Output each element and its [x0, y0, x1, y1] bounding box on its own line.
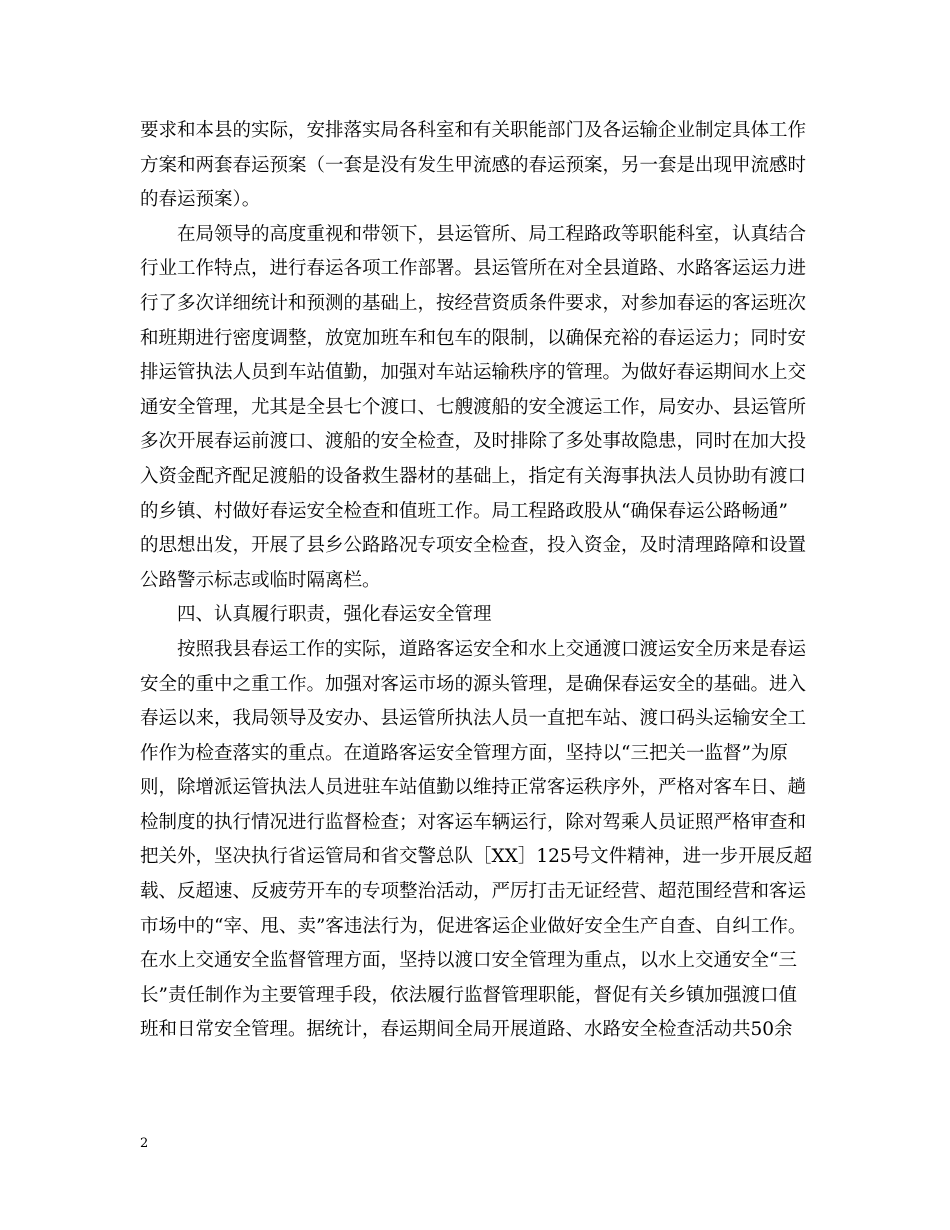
paragraph-first-line: 按照我县春运工作的实际，道路客运安全和水上交通渡口渡运安全历来是春运 [177, 638, 807, 660]
text-line: 则，除增派运管执法人员进驻车站值勤以维持正常客运秩序外，严格对客车日、趟 [140, 777, 807, 799]
body-text [140, 114, 820, 1048]
text-line: 多次开展春运前渡口、渡船的安全检查，及时排除了多处事故隐患，同时在加大投 [140, 431, 807, 453]
text-line: 安全的重中之重工作。加强对客运市场的源头管理，是确保春运安全的基础。进入 [140, 673, 807, 695]
text-line: 班和日常安全管理。据统计，春运期间全局开展道路、水路安全检查活动共50余 [140, 1019, 793, 1041]
text-line: 行了多次详细统计和预测的基础上，按经营资质条件要求，对参加春运的客运班次 [140, 292, 807, 314]
text-line: 市场中的“宰、甩、卖”客违法行为，促进客运企业做好安全生产自查、自纠工作。 [140, 915, 807, 937]
text-line: 的乡镇、村做好春运安全检查和值班工作。局工程路政股从“确保春运公路畅通” [140, 500, 788, 522]
text-line: 在水上交通安全监督管理方面，坚持以渡口安全管理为重点，以水上交通安全“三 [140, 950, 797, 972]
page-number: 2 [140, 1136, 149, 1151]
text-line: 要求和本县的实际，安排落实局各科室和有关职能部门及各运输企业制定具体工作 [140, 120, 807, 141]
text-line: 的思想出发，开展了县乡公路路况专项安全检查，投入资金，及时清理路障和设置 [140, 535, 807, 557]
paragraph-first-line: 四、认真履行职责，强化春运安全管理 [177, 604, 492, 626]
text-line: 的春运预案）。 [140, 189, 261, 211]
text-line: 方案和两套春运预案（一套是没有发生甲流感的春运预案，另一套是出现甲流感时 [140, 154, 807, 176]
text-line: 春运以来，我局领导及安办、县运管所执法人员一直把车站、渡口码头运输安全工 [140, 708, 807, 730]
text-line: 行业工作特点，进行春运各项工作部署。县运管所在对全县道路、水路客运运力进 [140, 258, 807, 280]
text-line: 排运管执法人员到车站值勤，加强对车站运输秩序的管理。为做好春运期间水上交 [140, 362, 807, 384]
text-line: 长”责任制作为主要管理手段，依法履行监督管理职能，督促有关乡镇加强渡口值 [140, 984, 797, 1006]
text-line: 公路警示标志或临时隔离栏。 [140, 569, 381, 591]
text-line: 作作为检查落实的重点。在道路客运安全管理方面，坚持以“三把关一监督”为原 [140, 742, 788, 764]
text-line: 把关外，坚决执行省运管局和省交警总队［XX］125号文件精神，进一步开展反超 [140, 846, 813, 868]
text-line: 检制度的执行情况进行监督检查；对客运车辆运行，除对驾乘人员证照严格审查和 [140, 811, 807, 833]
text-line: 载、反超速、反疲劳开车的专项整治活动，严厉打击无证经营、超范围经营和客运 [140, 881, 807, 903]
text-line: 通安全管理，尤其是全县七个渡口、七艘渡船的安全渡运工作，局安办、县运管所 [140, 396, 807, 418]
paragraph-first-line: 在局领导的高度重视和带领下，县运管所、局工程路政等职能科室，认真结合 [177, 223, 807, 245]
text-line: 和班期进行密度调整，放宽加班车和包车的限制，以确保充裕的春运运力；同时安 [140, 327, 807, 349]
text-line: 入资金配齐配足渡船的设备救生器材的基础上，指定有关海事执法人员协助有渡口 [140, 465, 807, 487]
